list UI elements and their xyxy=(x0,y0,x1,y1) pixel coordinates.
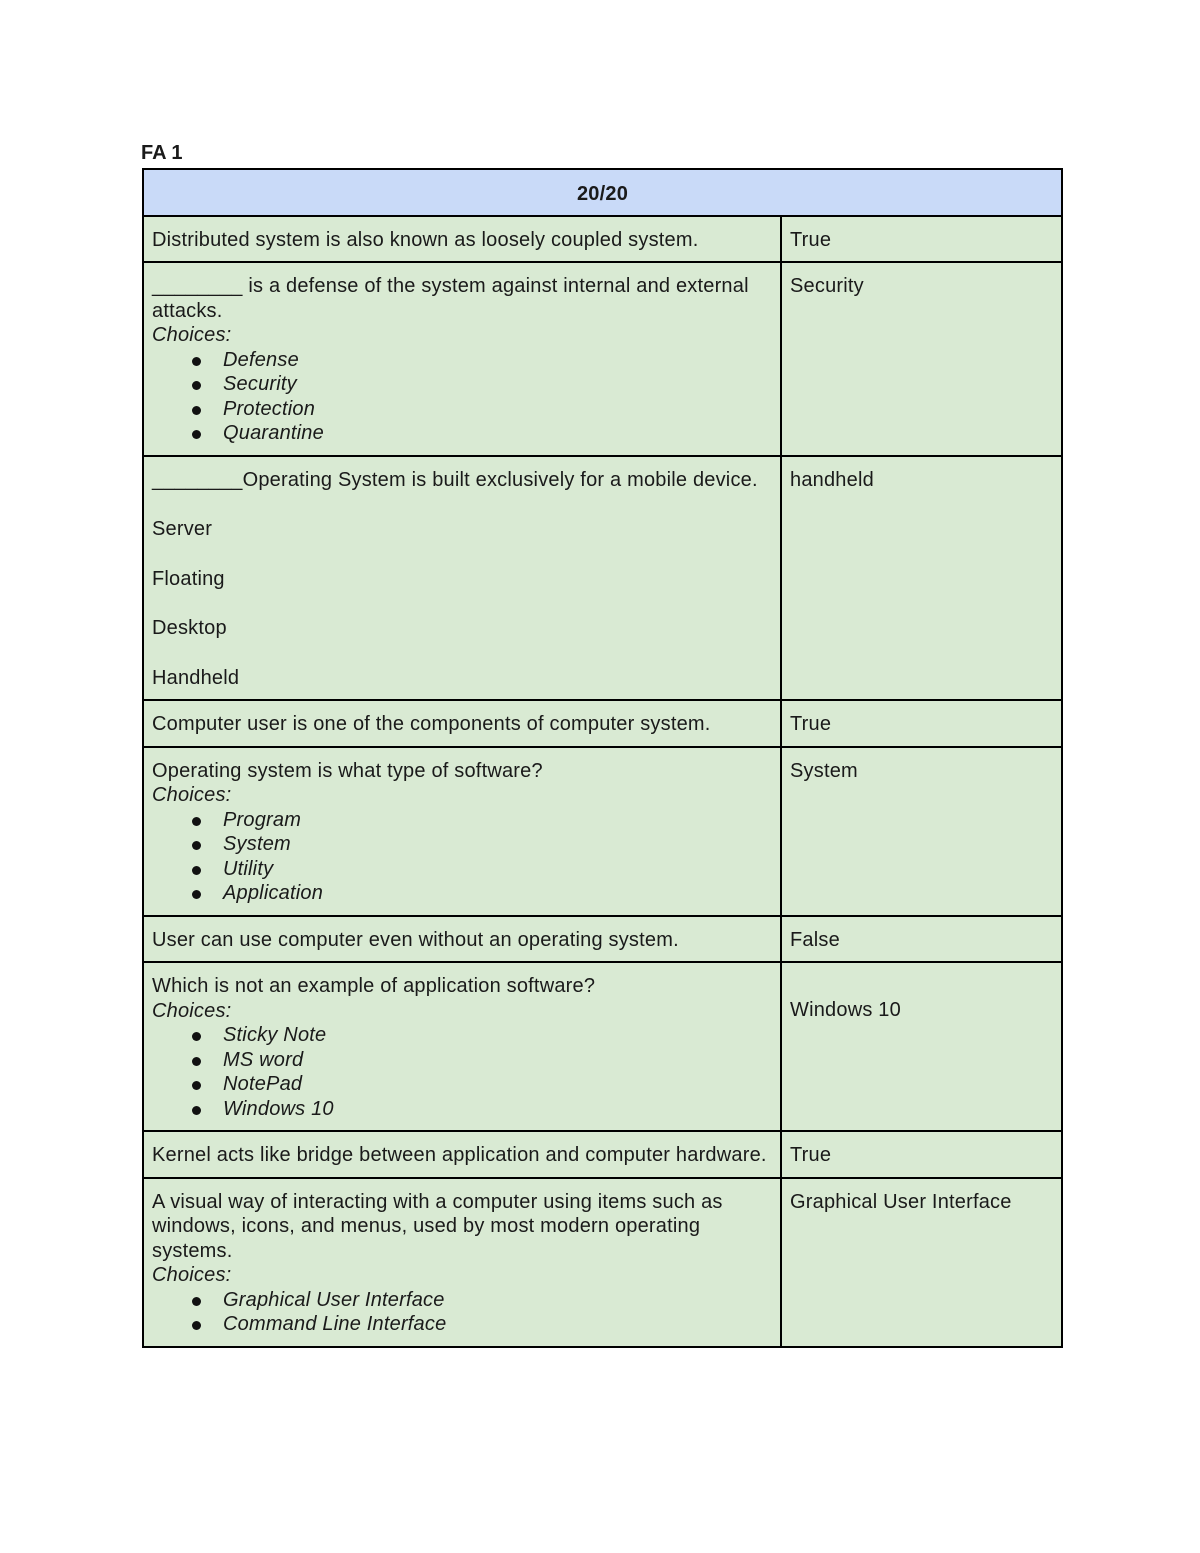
table-row xyxy=(143,456,1062,701)
table-row xyxy=(143,916,1062,963)
choice-item: Quarantine xyxy=(152,421,772,446)
option-text: Desktop xyxy=(152,617,227,639)
table-row xyxy=(143,1178,1062,1347)
score-cell: 20/20 xyxy=(143,169,1062,216)
question-text: User can use computer even without an operating system. xyxy=(152,928,679,951)
question-text: Operating system is what type of software? xyxy=(152,759,543,782)
answer-cell xyxy=(781,962,1062,1131)
answer-cell xyxy=(781,262,1062,456)
choice-item: Windows 10 xyxy=(152,1097,772,1122)
answer-text: False xyxy=(790,928,840,951)
answer-cell xyxy=(781,700,1062,747)
answer-text: Security xyxy=(790,275,864,297)
choice-item: Security xyxy=(152,372,772,397)
choice-item: Protection xyxy=(152,397,772,422)
choices-label: Choices: xyxy=(152,324,232,346)
question-cell xyxy=(143,962,781,1131)
option-text: Server xyxy=(152,518,213,540)
answer-text: True xyxy=(790,228,832,251)
choice-item: Graphical User Interface xyxy=(152,1288,772,1313)
question-text: Computer user is one of the components of computer system. xyxy=(152,713,711,735)
choice-item: Command Line Interface xyxy=(152,1312,772,1337)
choice-list xyxy=(152,1023,772,1121)
choice-item: MS word xyxy=(152,1048,772,1073)
question-text: Which is not an example of application software? xyxy=(152,975,596,997)
question-cell xyxy=(143,456,781,701)
answer-text: Graphical User Interface xyxy=(790,1190,1012,1213)
table-row xyxy=(143,747,1062,916)
question-text: A visual way of interacting with a computer using items such as windows, icons, and menus, used by most modern operating systems. xyxy=(152,1190,723,1262)
answer-cell xyxy=(781,1131,1062,1178)
choice-list xyxy=(152,1288,772,1337)
answer-cell xyxy=(781,916,1062,963)
question-text: ________Operating System is built exclusively for a mobile device. xyxy=(152,468,758,491)
answer-cell xyxy=(781,747,1062,916)
answer-cell xyxy=(781,216,1062,263)
choices-label: Choices: xyxy=(152,1264,232,1286)
choice-item: Utility xyxy=(152,857,772,882)
choice-list xyxy=(152,348,772,446)
table-row xyxy=(143,262,1062,456)
choices-label: Choices: xyxy=(152,784,232,806)
question-cell xyxy=(143,216,781,263)
question-text: ________ is a defense of the system against internal and external attacks. xyxy=(152,275,749,322)
option-text: Floating xyxy=(152,567,225,590)
table-row xyxy=(143,216,1062,263)
choice-item: Program xyxy=(152,808,772,833)
answer-text: System xyxy=(790,759,858,782)
question-cell xyxy=(143,1178,781,1347)
question-cell xyxy=(143,700,781,747)
choice-item: Application xyxy=(152,881,772,906)
table-row xyxy=(143,1131,1062,1178)
quiz-table xyxy=(142,168,1063,1348)
question-cell xyxy=(143,747,781,916)
choice-item: Sticky Note xyxy=(152,1023,772,1048)
question-cell xyxy=(143,1131,781,1178)
question-cell xyxy=(143,916,781,963)
answer-text: True xyxy=(790,1144,832,1166)
table-row xyxy=(143,700,1062,747)
choice-list xyxy=(152,808,772,906)
question-cell xyxy=(143,262,781,456)
question-text: Kernel acts like bridge between application and computer hardware. xyxy=(152,1144,767,1166)
answer-cell xyxy=(781,456,1062,701)
choice-item: Defense xyxy=(152,348,772,373)
score-row xyxy=(143,169,1062,216)
document-title: FA 1 xyxy=(141,142,183,164)
choices-label: Choices: xyxy=(152,999,232,1022)
answer-text: True xyxy=(790,713,832,735)
question-text: Distributed system is also known as loosely coupled system. xyxy=(152,228,699,251)
choice-item: NotePad xyxy=(152,1072,772,1097)
answer-cell xyxy=(781,1178,1062,1347)
answer-text: handheld xyxy=(790,468,874,491)
option-text: Handheld xyxy=(152,666,240,689)
table-row xyxy=(143,962,1062,1131)
choice-item: System xyxy=(152,832,772,857)
answer-text: Windows 10 xyxy=(790,999,901,1021)
